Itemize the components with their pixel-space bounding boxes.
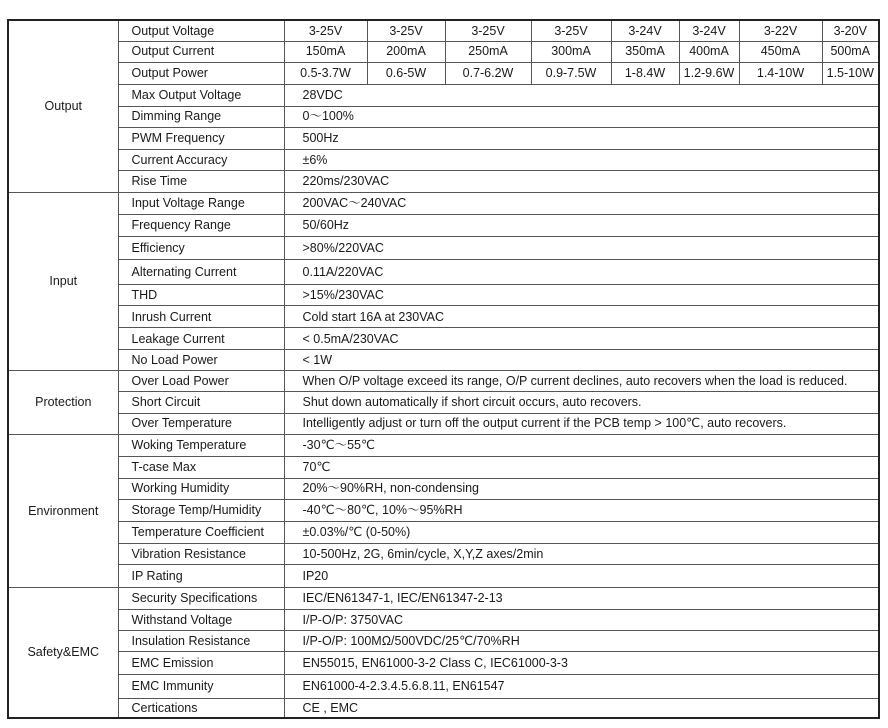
cell-current: 500mA [822, 41, 879, 62]
row-value: 70℃ [284, 456, 879, 478]
table-row [8, 350, 879, 371]
table-row [8, 434, 879, 456]
table-row [8, 456, 879, 478]
row-value: CE , EMC [284, 699, 879, 718]
row-value: When O/P voltage exceed its range, O/P current declines, auto recovers when the load is reduced. [284, 371, 879, 392]
cell-current: 200mA [367, 41, 445, 62]
row-output-power [8, 62, 879, 84]
row-value: 28VDC [284, 84, 879, 106]
row-label: Woking Temperature [118, 434, 284, 456]
table-row [8, 306, 879, 328]
table-row [8, 543, 879, 564]
row-label: Current Accuracy [118, 149, 284, 170]
row-label: Alternating Current [118, 260, 284, 285]
row-value: I/P-O/P: 3750VAC [284, 610, 879, 631]
cell-power: 0.7-6.2W [445, 62, 531, 84]
row-value: ±6% [284, 149, 879, 170]
cell-current: 300mA [531, 41, 611, 62]
row-output-voltage [8, 20, 879, 41]
spec-table [7, 19, 880, 719]
table-row [8, 149, 879, 170]
row-value: 0～100% [284, 106, 879, 127]
row-label: Over Load Power [118, 371, 284, 392]
row-label: T-case Max [118, 456, 284, 478]
cell-power: 0.5-3.7W [284, 62, 367, 84]
row-value: < 0.5mA/230VAC [284, 328, 879, 350]
table-row [8, 478, 879, 499]
table-row [8, 564, 879, 587]
row-value: -40℃～80℃, 10%～95%RH [284, 499, 879, 521]
table-row [8, 127, 879, 149]
section-input: Input [8, 192, 118, 370]
table-row [8, 170, 879, 192]
cell-voltage: 3-25V [531, 20, 611, 41]
table-row [8, 587, 879, 609]
cell-current: 350mA [611, 41, 679, 62]
row-value: >80%/220VAC [284, 237, 879, 260]
row-value: 0.11A/220VAC [284, 260, 879, 285]
row-label: Certications [118, 699, 284, 718]
table-row [8, 371, 879, 392]
row-label: Storage Temp/Humidity [118, 499, 284, 521]
row-value: 500Hz [284, 127, 879, 149]
cell-voltage: 3-24V [679, 20, 739, 41]
row-label: Rise Time [118, 170, 284, 192]
cell-current: 250mA [445, 41, 531, 62]
table-row [8, 631, 879, 652]
cell-voltage: 3-20V [822, 20, 879, 41]
row-label: Withstand Voltage [118, 610, 284, 631]
row-label: Temperature Coefficient [118, 521, 284, 543]
cell-current: 400mA [679, 41, 739, 62]
cell-current: 450mA [739, 41, 822, 62]
row-value: 200VAC～240VAC [284, 192, 879, 214]
row-label: Working Humidity [118, 478, 284, 499]
label-output-voltage: Output Voltage [118, 20, 284, 41]
row-value: 220ms/230VAC [284, 170, 879, 192]
row-value: 20%～90%RH, non-condensing [284, 478, 879, 499]
cell-voltage: 3-24V [611, 20, 679, 41]
row-label: Max Output Voltage [118, 84, 284, 106]
cell-current: 150mA [284, 41, 367, 62]
cell-power: 1.2-9.6W [679, 62, 739, 84]
row-label: Insulation Resistance [118, 631, 284, 652]
section-output: Output [8, 20, 118, 192]
row-value: Intelligently adjust or turn off the output current if the PCB temp > 100℃, auto recovers. [284, 413, 879, 434]
row-value: >15%/230VAC [284, 285, 879, 306]
row-value: < 1W [284, 350, 879, 371]
row-label: IP Rating [118, 564, 284, 587]
row-label: Short Circuit [118, 392, 284, 413]
table-row [8, 392, 879, 413]
row-label: Leakage Current [118, 328, 284, 350]
table-row [8, 237, 879, 260]
table-row [8, 84, 879, 106]
row-label: EMC Emission [118, 652, 284, 675]
row-label: Over Temperature [118, 413, 284, 434]
table-row [8, 215, 879, 237]
row-label: Dimming Range [118, 106, 284, 127]
cell-voltage: 3-25V [445, 20, 531, 41]
row-value: 10-500Hz, 2G, 6min/cycle, X,Y,Z axes/2min [284, 543, 879, 564]
row-value: IP20 [284, 564, 879, 587]
row-value: 50/60Hz [284, 215, 879, 237]
row-label: Frequency Range [118, 215, 284, 237]
row-label: PWM Frequency [118, 127, 284, 149]
table-row [8, 699, 879, 718]
row-value: EN61000-4-2.3.4.5.6.8.11, EN61547 [284, 675, 879, 699]
row-label: Input Voltage Range [118, 192, 284, 214]
table-row [8, 652, 879, 675]
spec-table-body [8, 20, 879, 718]
row-label: Inrush Current [118, 306, 284, 328]
row-value: Cold start 16A at 230VAC [284, 306, 879, 328]
cell-voltage: 3-22V [739, 20, 822, 41]
cell-power: 0.6-5W [367, 62, 445, 84]
section-safety-emc: Safety&EMC [8, 587, 118, 718]
row-value: Shut down automatically if short circuit occurs, auto recovers. [284, 392, 879, 413]
cell-power: 1-8.4W [611, 62, 679, 84]
cell-power: 1.5-10W [822, 62, 879, 84]
label-output-power: Output Power [118, 62, 284, 84]
row-label: No Load Power [118, 350, 284, 371]
table-row [8, 192, 879, 214]
cell-voltage: 3-25V [367, 20, 445, 41]
table-row [8, 106, 879, 127]
row-label: Security Specifications [118, 587, 284, 609]
label-output-current: Output Current [118, 41, 284, 62]
table-row [8, 610, 879, 631]
table-row [8, 413, 879, 434]
row-value: -30℃～55℃ [284, 434, 879, 456]
row-value: ±0.03%/℃ (0-50%) [284, 521, 879, 543]
row-label: Vibration Resistance [118, 543, 284, 564]
section-protection: Protection [8, 371, 118, 434]
row-label: EMC Immunity [118, 675, 284, 699]
row-value: IEC/EN61347-1, IEC/EN61347-2-13 [284, 587, 879, 609]
table-row [8, 285, 879, 306]
section-environment: Environment [8, 434, 118, 587]
cell-power: 1.4-10W [739, 62, 822, 84]
table-row [8, 260, 879, 285]
row-value: EN55015, EN61000-3-2 Class C, IEC61000-3-3 [284, 652, 879, 675]
table-row [8, 499, 879, 521]
cell-power: 0.9-7.5W [531, 62, 611, 84]
table-row [8, 328, 879, 350]
table-row [8, 675, 879, 699]
row-output-current [8, 41, 879, 62]
row-value: I/P-O/P: 100MΩ/500VDC/25℃/70%RH [284, 631, 879, 652]
table-row [8, 521, 879, 543]
row-label: THD [118, 285, 284, 306]
cell-voltage: 3-25V [284, 20, 367, 41]
row-label: Efficiency [118, 237, 284, 260]
